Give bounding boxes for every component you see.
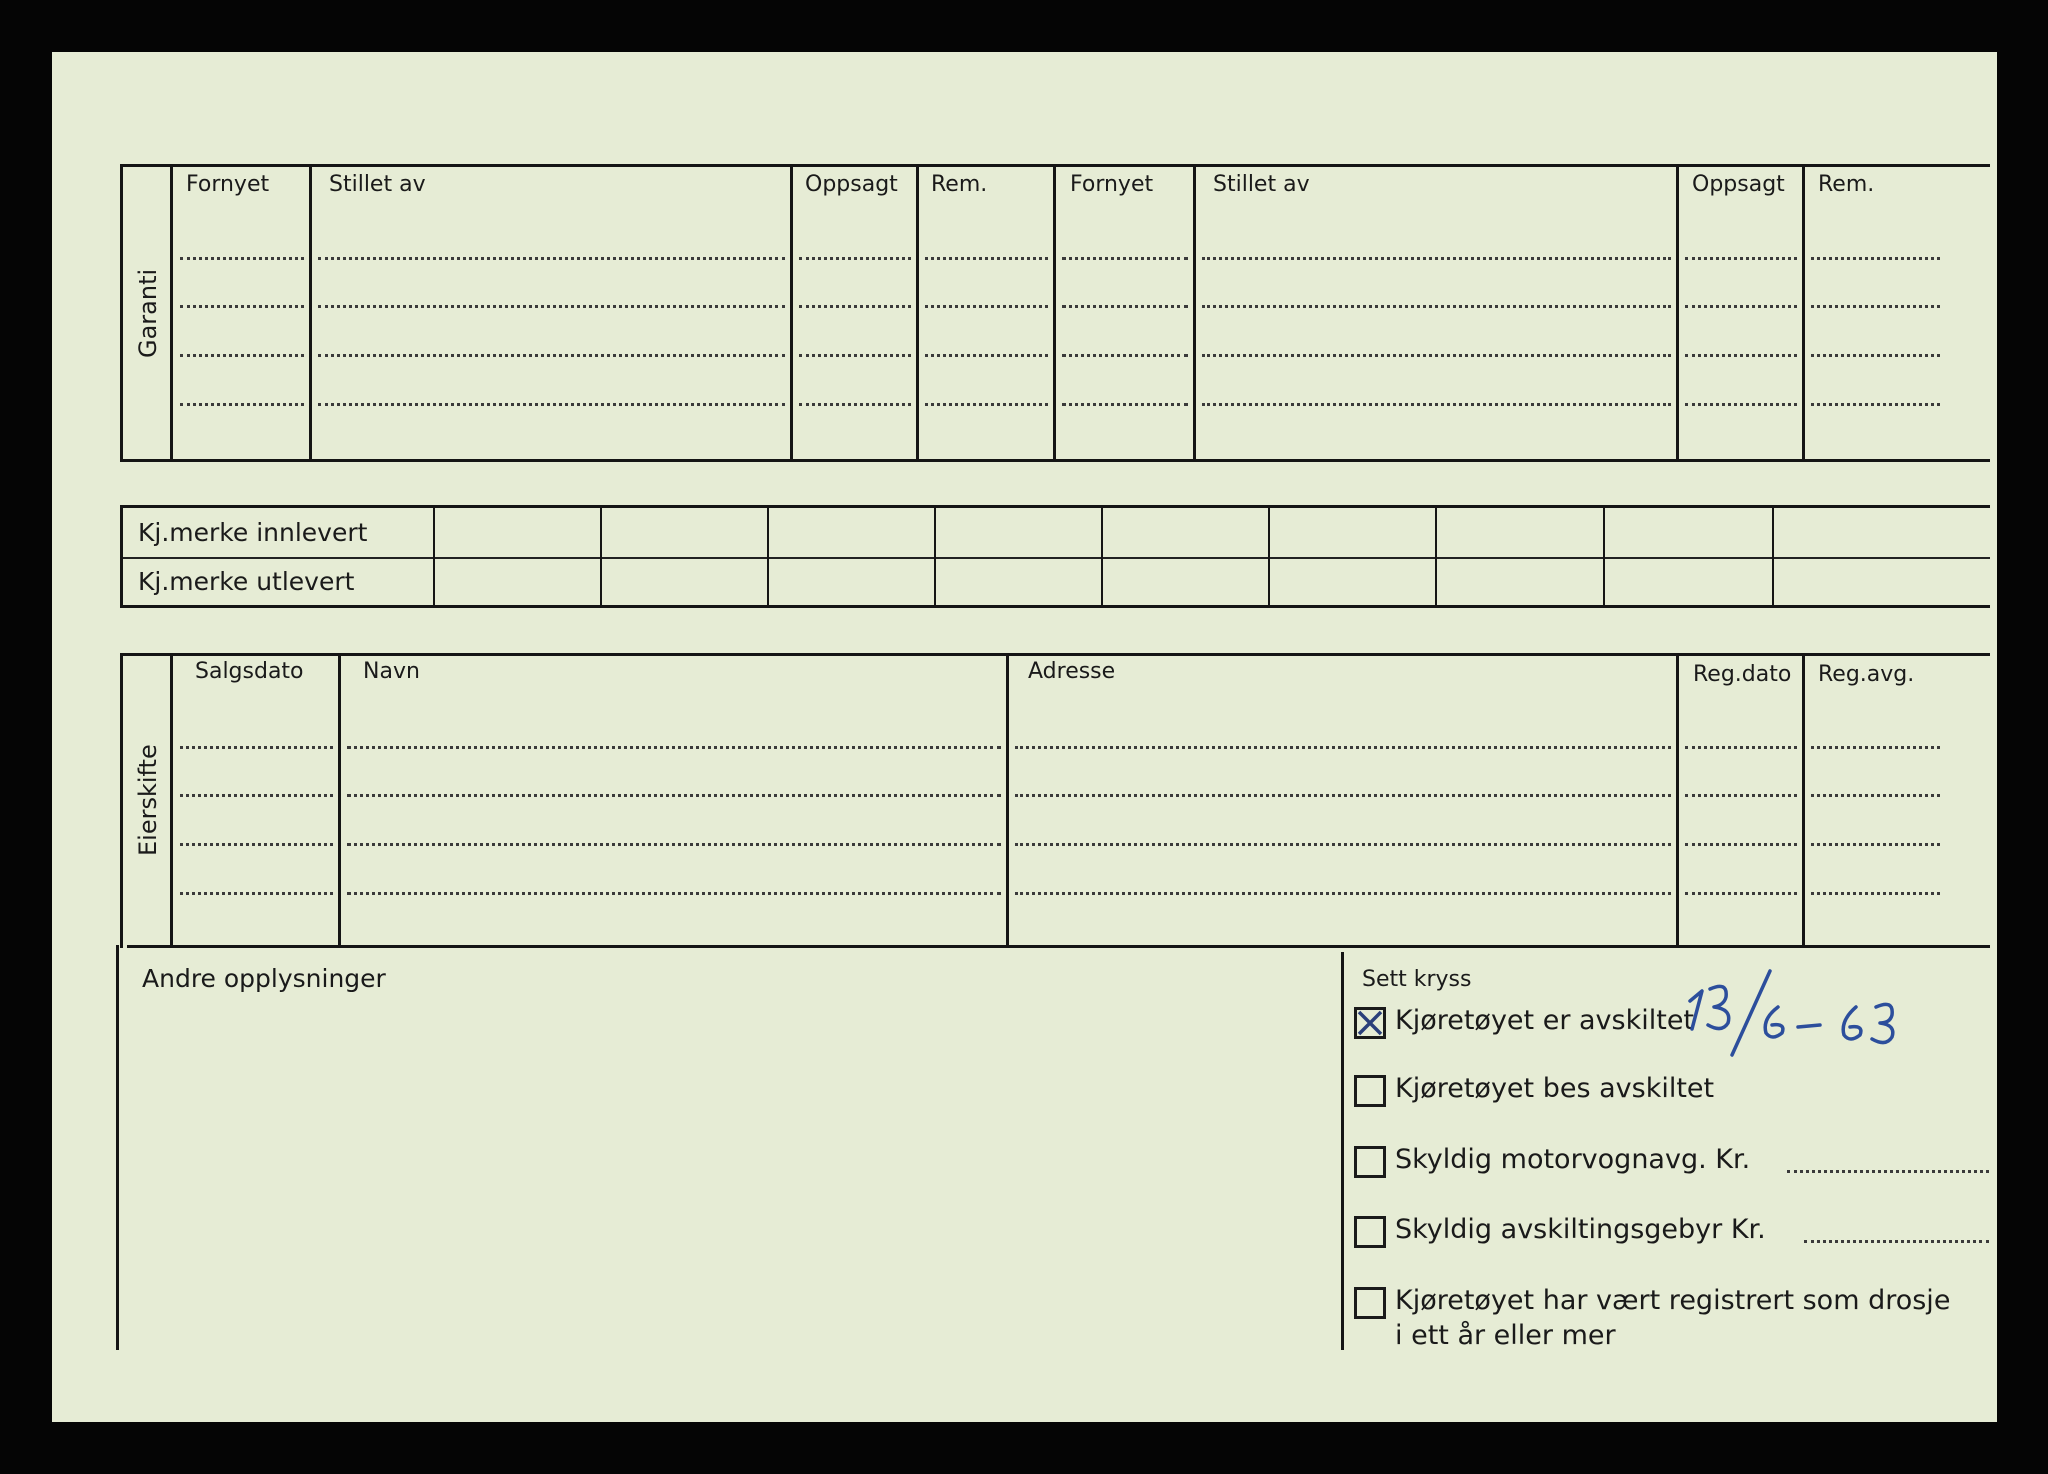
cross-mark-icon	[1357, 1010, 1383, 1036]
kjmerke-column-rule	[934, 508, 936, 608]
avskiltingsgebyr-option-label: Skyldig avskiltingsgebyr Kr.	[1395, 1214, 1766, 1245]
garanti-fill-line[interactable]	[318, 354, 785, 357]
eierskifte-fill-line[interactable]	[1015, 843, 1671, 846]
garanti-left-border	[120, 164, 123, 462]
eierskifte-fill-line[interactable]	[1015, 892, 1671, 895]
garanti-fill-line[interactable]	[1811, 403, 1940, 406]
garanti-section-label: Garanti	[134, 268, 162, 358]
eierskifte-fill-line[interactable]	[180, 843, 333, 846]
drosje-option-label: Kjøretøyet har vært registrert som drosje	[1395, 1285, 1951, 1316]
garanti-header-fornyet-right: Fornyet	[1070, 172, 1154, 197]
eierskifte-header-reg-avg: Reg.avg.	[1818, 662, 1915, 687]
kjmerke-column-rule	[600, 508, 602, 608]
garanti-fill-line[interactable]	[799, 354, 911, 357]
eierskifte-top-rule	[120, 653, 1990, 656]
avskiltet-option-label: Kjøretøyet er avskiltet	[1395, 1005, 1695, 1036]
kjmerke-column-rule	[767, 508, 769, 608]
handwritten-date	[1680, 967, 1950, 1067]
garanti-fill-line[interactable]	[318, 403, 785, 406]
eierskifte-fill-line[interactable]	[1811, 843, 1940, 846]
garanti-fill-line[interactable]	[1685, 403, 1797, 406]
eierskifte-fill-line[interactable]	[1015, 794, 1671, 797]
garanti-fill-line[interactable]	[1202, 305, 1671, 308]
eierskifte-fill-line[interactable]	[1015, 746, 1671, 749]
garanti-fill-line[interactable]	[925, 257, 1048, 260]
garanti-fill-line[interactable]	[1202, 354, 1671, 357]
kjmerke-column-rule	[1101, 508, 1103, 608]
kjmerke-middle-rule	[120, 557, 1990, 559]
garanti-header-fornyet-left: Fornyet	[186, 172, 270, 197]
eierskifte-header-navn: Navn	[363, 659, 420, 684]
eierskifte-fill-line[interactable]	[347, 794, 1001, 797]
garanti-fill-line[interactable]	[318, 257, 785, 260]
garanti-header-oppsagt-right: Oppsagt	[1692, 172, 1785, 197]
kjmerke-bottom-rule	[120, 605, 1990, 608]
garanti-fill-line[interactable]	[1811, 305, 1940, 308]
garanti-fill-line[interactable]	[180, 257, 304, 260]
garanti-fill-line[interactable]	[180, 305, 304, 308]
document-card	[52, 52, 1997, 1422]
motorvognavg-checkbox[interactable]	[1354, 1146, 1386, 1178]
garanti-header-stillet-av-right: Stillet av	[1213, 172, 1310, 197]
eierskifte-fill-line[interactable]	[347, 843, 1001, 846]
kjmerke-utlevert-label: Kj.merke utlevert	[138, 567, 355, 596]
kjmerke-column-rule	[1268, 508, 1270, 608]
avskiltet-checkbox[interactable]	[1354, 1007, 1386, 1039]
eierskifte-header-adresse: Adresse	[1028, 659, 1116, 684]
motorvognavg-option-label: Skyldig motorvognavg. Kr.	[1395, 1144, 1751, 1175]
garanti-fill-line[interactable]	[799, 305, 911, 308]
kjmerke-innlevert-label: Kj.merke innlevert	[138, 518, 368, 547]
garanti-fill-line[interactable]	[1062, 257, 1188, 260]
eierskifte-fill-line[interactable]	[180, 892, 333, 895]
drosje-checkbox[interactable]	[1354, 1287, 1386, 1319]
garanti-fill-line[interactable]	[925, 354, 1048, 357]
kjmerke-top-rule	[120, 505, 1990, 508]
garanti-fill-line[interactable]	[799, 403, 911, 406]
sett-kryss-title: Sett kryss	[1362, 967, 1472, 992]
sett-kryss-left-border	[1341, 952, 1344, 1350]
eierskifte-fill-line[interactable]	[1811, 892, 1940, 895]
eierskifte-fill-line[interactable]	[1685, 843, 1797, 846]
eierskifte-fill-line[interactable]	[1685, 892, 1797, 895]
garanti-fill-line[interactable]	[1811, 354, 1940, 357]
garanti-fill-line[interactable]	[1062, 305, 1188, 308]
garanti-fill-line[interactable]	[180, 403, 304, 406]
eierskifte-section-label: Eierskifte	[134, 744, 162, 856]
bes-avskiltet-checkbox[interactable]	[1354, 1075, 1386, 1107]
motorvognavg-amount-line[interactable]	[1787, 1170, 1989, 1173]
garanti-fill-line[interactable]	[1811, 257, 1940, 260]
garanti-fill-line[interactable]	[1685, 257, 1797, 260]
garanti-header-oppsagt-left: Oppsagt	[805, 172, 898, 197]
bes-avskiltet-option-label: Kjøretøyet bes avskiltet	[1395, 1073, 1715, 1104]
kjmerke-column-rule	[1772, 508, 1774, 608]
andre-opplysninger-label: Andre opplysninger	[142, 964, 386, 993]
eierskifte-fill-line[interactable]	[1811, 746, 1940, 749]
garanti-header-rem-left: Rem.	[931, 172, 988, 197]
eierskifte-fill-line[interactable]	[1811, 794, 1940, 797]
eierskifte-fill-line[interactable]	[347, 746, 1001, 749]
andre-left-border	[116, 945, 119, 1350]
avskiltingsgebyr-amount-line[interactable]	[1804, 1240, 1989, 1243]
eierskifte-fill-line[interactable]	[180, 794, 333, 797]
garanti-fill-line[interactable]	[925, 403, 1048, 406]
kjmerke-column-rule	[1603, 508, 1605, 608]
eierskifte-fill-line[interactable]	[1685, 794, 1797, 797]
garanti-fill-line[interactable]	[1202, 403, 1671, 406]
eierskifte-fill-line[interactable]	[180, 746, 333, 749]
eierskifte-bottom-rule	[127, 945, 1990, 948]
garanti-fill-line[interactable]	[1202, 257, 1671, 260]
avskiltingsgebyr-checkbox[interactable]	[1354, 1216, 1386, 1248]
garanti-fill-line[interactable]	[1062, 403, 1188, 406]
garanti-fill-line[interactable]	[799, 257, 911, 260]
garanti-header-rem-right: Rem.	[1818, 172, 1875, 197]
kjmerke-column-rule	[1435, 508, 1437, 608]
eierskifte-fill-line[interactable]	[1685, 746, 1797, 749]
garanti-fill-line[interactable]	[1062, 354, 1188, 357]
garanti-fill-line[interactable]	[925, 305, 1048, 308]
garanti-fill-line[interactable]	[180, 354, 304, 357]
garanti-fill-line[interactable]	[1685, 354, 1797, 357]
drosje-option-label-line2: i ett år eller mer	[1395, 1320, 1616, 1351]
eierskifte-fill-line[interactable]	[347, 892, 1001, 895]
kjmerke-column-rule	[433, 508, 435, 608]
eierskifte-header-salgsdato: Salgsdato	[195, 659, 304, 684]
eierskifte-header-reg-dato: Reg.dato	[1693, 662, 1792, 687]
garanti-fill-line[interactable]	[318, 305, 785, 308]
garanti-header-stillet-av-left: Stillet av	[329, 172, 426, 197]
garanti-fill-line[interactable]	[1685, 305, 1797, 308]
